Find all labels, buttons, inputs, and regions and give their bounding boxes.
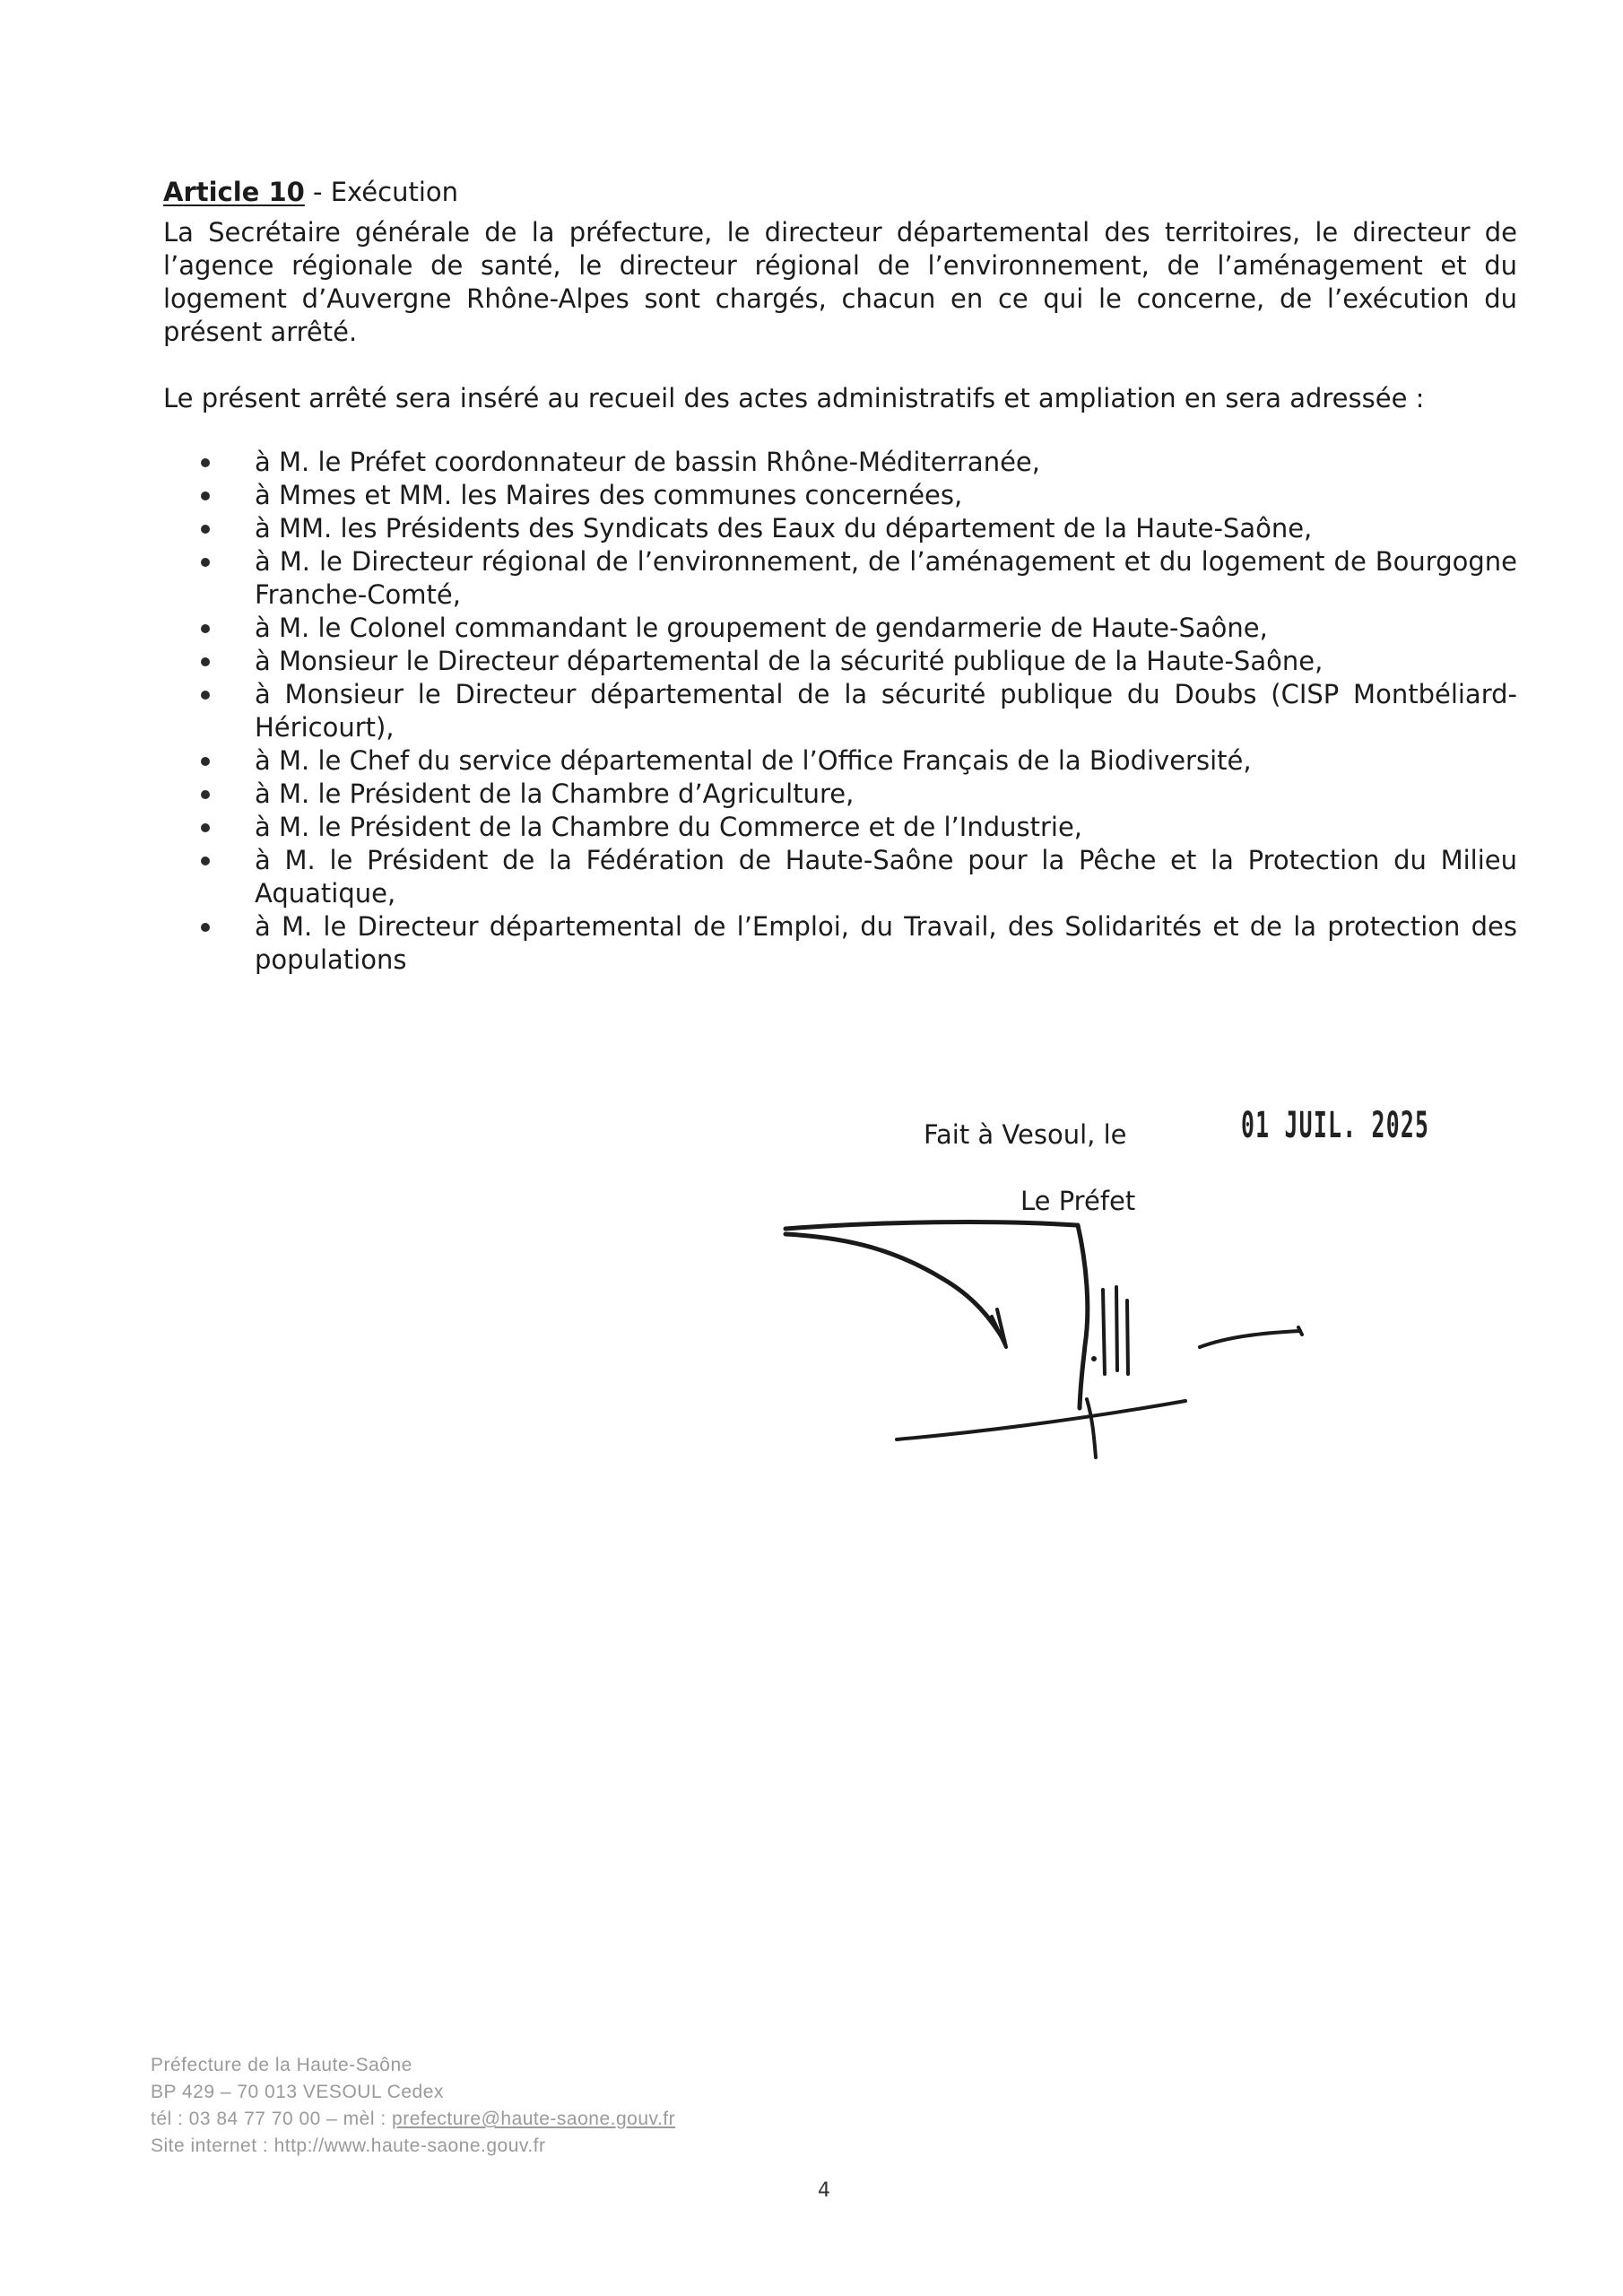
footer-postal: BP 429 – 70 013 VESOUL Cedex: [151, 2082, 444, 2102]
ampliation-intro: Le présent arrêté sera inséré au recueil des actes administratifs et ampliation en sera adressée :: [163, 383, 1425, 413]
footer-prefecture: Préfecture de la Haute-Saône: [151, 2055, 412, 2075]
handwritten-signature: [771, 1202, 1309, 1471]
list-item: à M. le Directeur départemental de l’Emploi, du Travail, des Solidarités et de la protection des populations: [255, 910, 1517, 977]
list-item: à Mmes et MM. les Maires des communes concernées,: [255, 479, 1517, 512]
execution-paragraph: La Secrétaire générale de la préfecture, le directeur départemental des territoires, le directeur de l’agence régionale de santé, le directeur régional de l’environnement, de l’aménagement et du logement d’Auvergne Rhône-Alpes sont chargés, chacun en ce qui le concerne, de l’exécution du présent arrêté.: [163, 217, 1517, 347]
list-item: à M. le Préfet coordonnateur de bassin Rhône-Méditerranée,: [255, 446, 1517, 479]
footer-contact: [151, 2106, 675, 2133]
date-stamp: 01 JUIL. 2025: [1241, 1105, 1430, 1146]
list-item: à Monsieur le Directeur départemental de la sécurité publique de la Haute-Saône,: [255, 645, 1517, 678]
list-item: à Monsieur le Directeur départemental de la sécurité publique du Doubs (CISP Montbéliard-Héricourt),: [255, 678, 1517, 744]
list-item: à M. le Colonel commandant le groupement de gendarmerie de Haute-Saône,: [255, 612, 1517, 645]
article-number: Article 10: [163, 177, 305, 207]
place-label: Fait à Vesoul, le: [924, 1119, 1127, 1150]
list-item: à M. le Chef du service départemental de l’Office Français de la Biodiversité,: [255, 744, 1517, 778]
footer-email-link[interactable]: prefecture@haute-saone.gouv.fr: [392, 2109, 676, 2129]
list-item: à M. le Directeur régional de l’environnement, de l’aménagement et du logement de Bourgogne Franche-Comté,: [255, 545, 1517, 612]
footer-website[interactable]: Site internet : http://www.haute-saone.gouv.fr: [151, 2135, 546, 2156]
page-number: 4: [818, 2179, 830, 2202]
article-subtitle: Exécution: [330, 177, 459, 207]
footer-phone: tél : 03 84 77 70 00 – mèl :: [151, 2109, 393, 2129]
footer-address: [151, 2052, 675, 2160]
list-item: à M. le Président de la Chambre du Commerce et de l’Industrie,: [255, 811, 1517, 844]
list-item: à M. le Président de la Fédération de Haute-Saône pour la Pêche et la Protection du Milieu Aquatique,: [255, 844, 1517, 910]
signatory-title: Le Préfet: [1020, 1186, 1136, 1216]
list-item: à MM. les Présidents des Syndicats des Eaux du département de la Haute-Saône,: [255, 512, 1517, 545]
article-separator: -: [304, 177, 331, 207]
list-item: à M. le Président de la Chambre d’Agriculture,: [255, 778, 1517, 811]
